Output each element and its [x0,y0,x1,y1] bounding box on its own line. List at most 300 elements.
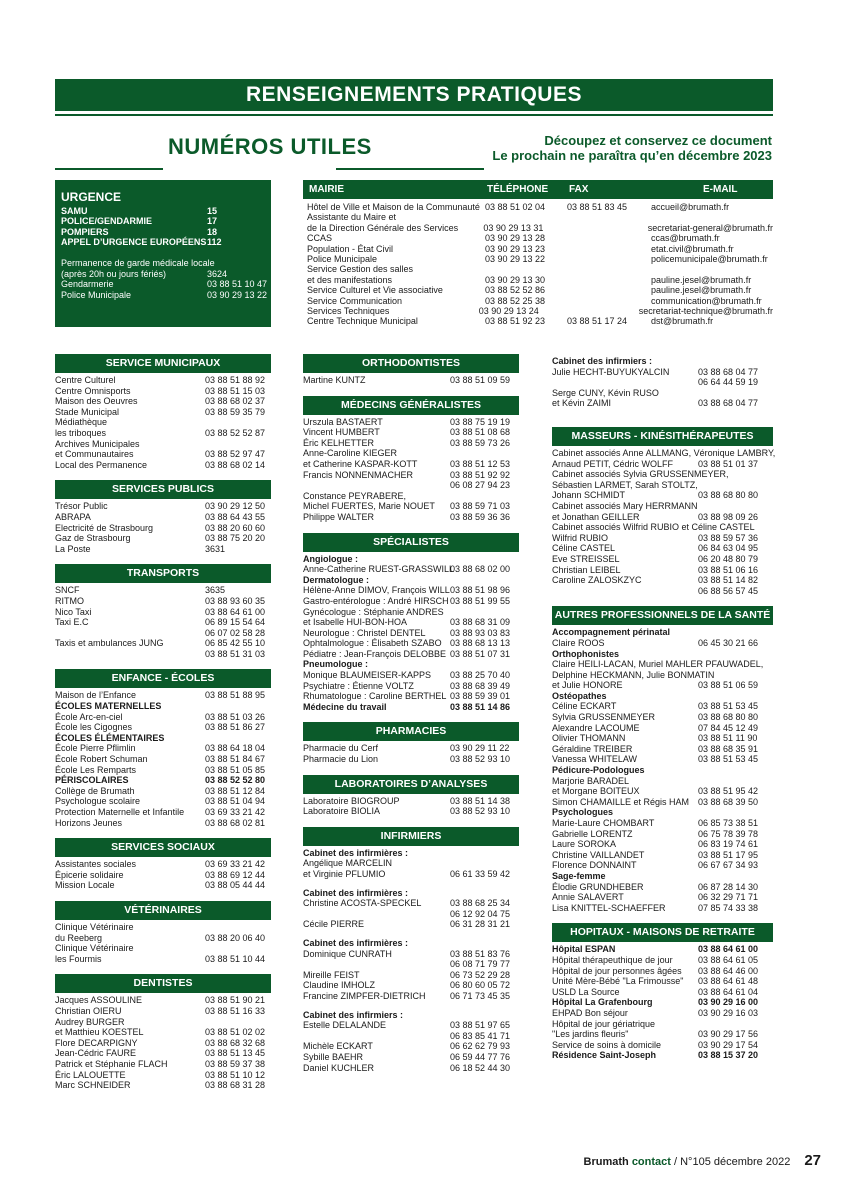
entry-phone [205,943,271,954]
entry-name: Flore DECARPIGNY [55,1037,138,1048]
entry-phone: 07 85 74 33 38 [698,902,759,913]
entry-name: Florence DONNAINT [552,860,637,871]
list-item [55,933,271,944]
list-item [303,806,519,817]
list-item [552,398,773,409]
list-item [303,596,519,607]
list-item [303,638,519,649]
list-item [552,754,773,765]
entry-name: et Communautaires [55,449,134,460]
entry-name: et Isabelle HUI-BON-HOA [303,617,408,628]
entry-name: Hôpital de jour gériatrique [552,1018,656,1029]
entry-phone: 03 88 51 84 67 [205,754,266,765]
list-item [55,1048,271,1059]
list-item [552,356,773,367]
list-item [303,575,519,586]
section [303,775,519,817]
entry-phone: 03 88 59 35 79 [205,406,266,417]
entry-phone: 06 84 63 04 95 [698,543,759,554]
entry-phone: 03 88 93 60 35 [205,595,266,606]
mairie-service: Population - État Civil [307,243,394,254]
list-item [55,1059,271,1070]
entry-name: Claudine IMHOLZ [303,980,376,991]
mairie-fax [567,296,651,306]
entry-phone [698,765,773,776]
entry-name: Éric KELHETTER [303,437,375,448]
entry-phone: 07 84 45 12 49 [698,722,759,733]
entry-phone [698,627,773,638]
entry-name: Cabinet associés Wilfrid RUBIO et Céline CASTEL [552,522,755,533]
entry-name: Sage-femme [552,870,606,881]
page-number: 27 [804,1152,821,1169]
entry-name: Maison des Oeuvres [55,396,138,407]
section-title: TRANSPORTS [55,564,271,583]
mairie-email [651,264,773,274]
entry-name: Psychiatre : Étienne VOLTZ [303,680,414,691]
urgence-number: 15 [207,205,218,216]
list-item [303,938,519,949]
entry-phone: 06 07 02 58 28 [205,627,266,638]
entry-name: Ostéopathes [552,690,607,701]
entry-name: Christine ACOSTA-SPECKEL [303,898,422,909]
list-item [303,659,519,670]
list-item [303,959,519,970]
section-title: DENTISTES [55,974,271,993]
garde-row [61,269,271,280]
list-item [552,388,773,399]
entry-name: Neurologue : Christel DENTEL [303,627,426,638]
list-item [552,892,773,903]
entry-phone: 06 08 27 94 23 [450,480,511,491]
entry-name: Protection Maternelle et Infantile [55,807,185,817]
list-item [303,480,519,491]
entry-phone [450,575,519,586]
entry-name: Cabinet associés Sylvia GRUSSENMEYER, [552,469,729,480]
entry-name: Archives Municipales [55,438,140,449]
entry-name: Jacques ASSOULINE [55,995,143,1006]
entry-phone [205,439,271,450]
section-title: ORTHODONTISTES [303,354,519,373]
entry-name: Jean-Cédric FAURE [55,1048,137,1059]
list-item [55,439,271,450]
mairie-fax [567,264,651,274]
entry-phone [450,448,519,459]
entry-name: Assistantes sociales [55,859,137,870]
list-item [55,1017,271,1028]
entry-name: Gastro-entérologue : André HIRSCH [303,595,449,606]
list-item [303,980,519,991]
mairie-header-fax: FAX [569,184,589,195]
urgence-extra-label: Police Municipale [61,289,132,300]
entry-phone: 06 85 42 55 10 [205,638,266,649]
entry-name: Olivier THOMANN [552,733,626,744]
entry-name: Élodie GRUNDHEBER [552,881,644,892]
entry-name: Angiologue : [303,553,358,564]
entry-phone [698,1019,773,1030]
entry-phone: 03 88 68 32 68 [205,1037,266,1048]
entry-name: Monique BLAUMEISER-KAPPS [303,670,432,681]
entry-name: Christine VAILLANDET [552,849,645,860]
list-item [552,733,773,744]
mairie-header [303,180,773,199]
entry-phone [450,554,519,565]
entry-phone: 03 88 68 80 80 [698,712,759,723]
entry-name: Local des Permanence [55,459,148,470]
entry-phone: 03 88 98 09 26 [698,511,759,522]
mairie-service: Centre Technique Municipal [307,316,418,327]
list-item [303,1063,519,1074]
entry-name: "Les jardins fleuris" [552,1029,629,1040]
entry-phone: 03 88 51 11 90 [698,733,758,744]
list-item [552,944,773,955]
urgence-label: POMPIERS [61,226,109,237]
entry-name: Épicerie solidaire [55,869,124,880]
entry-name: Simon CHAMAILLE et Régis HAM [552,796,690,807]
entry-phone: 03 90 29 11 22 [450,743,510,754]
mairie-row [303,296,773,306]
entry-name: et Virginie PFLUMIO [303,869,386,879]
list-item [55,701,271,712]
list-item [55,1070,271,1081]
mairie-phone [485,212,567,222]
entry-name [55,649,205,660]
urgence-label: SAMU [61,205,88,216]
list-item [303,919,519,930]
entry-name: Michel FUERTES, Marie NOUET [303,501,435,512]
section [552,606,773,913]
entry-phone: 03 88 68 02 14 [205,459,266,470]
section-title: HOPITAUX - MAISONS DE RETRAITE [552,923,773,942]
entry-phone: 06 45 30 21 66 [698,637,759,648]
entry-phone [698,691,773,702]
mairie-fax [567,233,651,243]
section-title: PHARMACIES [303,722,519,741]
entry-name: Céline ECKART [552,701,617,712]
entry-phone: 06 59 44 77 76 [450,1051,511,1062]
list-item [303,888,519,899]
entry-phone: 06 18 52 44 30 [450,1062,511,1073]
list-item [55,375,271,386]
list-item [303,702,519,713]
entry-phone [698,522,773,533]
list-item [303,438,519,449]
list-item [55,775,271,786]
list-item [552,776,773,787]
entry-name: Audrey BURGER [55,1016,125,1027]
list-item [552,850,773,861]
mairie-row [303,233,773,243]
entry-phone: 03 88 64 61 48 [698,976,759,987]
section-title: SPÉCIALISTES [303,533,519,552]
list-item [55,533,271,544]
list-item [552,903,773,914]
entry-phone: 03 90 29 12 50 [205,501,266,512]
section [303,533,519,713]
entry-phone: 03 88 64 61 00 [205,606,266,617]
page-footer [584,1152,821,1169]
list-item [55,617,271,628]
entry-phone [698,807,773,818]
entry-phone: 03 88 51 53 45 [698,754,759,765]
entry-name: et Morgane BOITEUX [552,786,640,797]
entry-name: École Arc-en-ciel [55,711,123,722]
entry-name: Julie HECHT-BUYUKYALCIN [552,366,670,377]
urgence-number: 112 [207,237,222,248]
entry-phone: 03 88 51 31 03 [205,648,266,659]
list-item [303,617,519,628]
entry-name: Collège de Brumath [55,785,135,796]
entry-phone: 03 88 51 98 96 [450,585,511,596]
entry-name: Pédicure-Podologues [552,765,645,776]
entry-name: EHPAD Bon séjour [552,1007,628,1018]
entry-phone: 03 88 68 31 09 [450,617,511,628]
list-item [303,512,519,523]
list-item [552,459,773,470]
entry-name: Géraldine TREIBER [552,743,633,754]
entry-phone: 06 62 62 79 93 [450,1041,511,1052]
entry-name: Laboratoire BIOLIA [303,806,381,817]
mairie-row [303,275,773,285]
entry-phone: 03 88 68 02 81 [205,817,266,828]
section-title: AUTRES PROFESSIONNELS DE LA SANTÉ [552,606,773,625]
entry-name: Christian LEIBEL [552,564,621,575]
entry-phone: 03 88 51 95 42 [698,786,759,797]
list-item [55,807,271,818]
section [303,354,519,386]
section-title: SERVICES SOCIAUX [55,838,271,857]
mairie-service: Service Culturel et Vie associative [307,285,443,296]
section [303,396,519,523]
list-item [55,407,271,418]
entry-name: Daniel KUCHLER [303,1062,375,1073]
entry-name: Orthophonistes [552,648,619,659]
mairie-fax [567,254,651,264]
list-item [303,1031,519,1042]
entry-name: Johann SCHMIDT [552,490,626,501]
mairie-service: et des manifestations [307,274,393,285]
list-item [303,1020,519,1031]
entry-phone: 03 88 51 10 12 [205,1069,266,1080]
mairie-email: secretariat-technique@brumath.fr [638,306,773,317]
list-item [303,670,519,681]
garde-line-1: Permanence de garde médicale locale [61,257,215,268]
entry-phone: 03 88 51 12 53 [450,458,511,469]
section [55,901,271,964]
entry-phone: 03 88 20 06 40 [205,932,266,943]
entry-name: Cabinet des infirmières : [303,937,409,948]
entry-name: Cabinet des infirmières : [303,887,409,898]
entry-name [303,1031,450,1042]
entry-name: Vincent HUMBERT [303,427,380,438]
entry-name: Wilfrid RUBIO [552,532,608,543]
list-item [552,976,773,987]
mairie-header-phone: TÉLÉPHONE [487,184,549,195]
entry-name: Marjorie BARADEL [552,775,630,786]
column-right [552,427,776,1071]
urgence-item [61,227,271,238]
entry-name: Estelle DELALANDE [303,1020,387,1031]
footer-magazine: contact [631,1156,671,1168]
entry-name: Marie-Laure CHOMBART [552,818,655,828]
cut-note [492,133,772,163]
entry-name [303,909,450,920]
entry-name: et Kévin ZAIMI [552,398,612,409]
list-item [303,691,519,702]
mairie-header-name: MAIRIE [309,184,344,195]
mairie-row [303,223,773,233]
entry-name: Delphine HECKMANN, Julie BONMATIN [552,669,715,680]
entry-name: Francis NONNENMACHER [303,469,414,480]
entry-name: et Julie HONORE [552,680,623,691]
list-item [303,470,519,481]
list-item [552,649,773,660]
list-item [552,1050,773,1061]
entry-name: Clinique Vétérinaire [55,943,134,954]
entry-phone: 03 88 75 19 19 [450,416,511,427]
list-item [552,638,773,649]
entry-name: Electricité de Strasbourg [55,522,154,533]
entry-name: du Reeberg [55,932,103,943]
mairie-table [303,180,773,327]
list-item [55,712,271,723]
entry-phone [698,448,773,459]
section [552,923,773,1061]
entry-name: Hôpital thérapeuthique de jour [552,954,673,965]
entry-name: Résidence Saint-Joseph [552,1050,657,1061]
list-item [55,733,271,744]
footer-issue: / N°105 décembre 2022 [674,1156,791,1168]
entry-name: Laboratoire BIOGROUP [303,795,400,806]
mairie-email: dst@brumath.fr [651,316,714,327]
entry-name: Céline CASTEL [552,543,616,554]
list-item [55,954,271,965]
entry-phone: 06 32 29 71 71 [698,892,759,903]
list-item [552,522,773,533]
list-item [303,585,519,596]
list-item [55,743,271,754]
list-item [303,869,519,880]
entry-phone [450,607,519,618]
entry-phone: 03 88 68 04 77 [698,366,759,377]
entry-phone: 06 73 52 29 28 [450,969,511,980]
entry-phone [450,1010,519,1021]
list-item [55,786,271,797]
entry-name: Hôpital de jour personnes âgées [552,965,682,976]
list-item [55,449,271,460]
list-item [552,480,773,491]
section [303,827,519,1073]
entry-phone: 03 88 51 13 45 [205,1048,266,1059]
mairie-service: Services Techniques [307,306,390,317]
entry-phone: 06 12 92 04 75 [450,908,511,919]
list-item [55,690,271,701]
entry-phone: 06 20 48 80 79 [698,553,759,564]
mairie-email: accueil@brumath.fr [651,202,730,212]
list-item [303,1010,519,1021]
entry-phone: 03 88 51 88 95 [205,690,266,701]
list-item [552,554,773,565]
entry-phone: 03 88 59 39 01 [450,691,511,702]
list-item [552,997,773,1008]
mairie-fax: 03 88 51 17 24 [567,316,628,327]
garde-number: 3624 [207,268,228,279]
entry-name: Lisa KNITTEL-SCHAEFFER [552,902,666,913]
entry-name: Horizons Jeunes [55,817,123,828]
list-item [552,807,773,818]
entry-name: Service de soins à domicile [552,1039,662,1050]
entry-name: Sylvia GRUSSENMEYER [552,712,656,723]
mairie-service: Hôtel de Ville et Maison de la Communauté [307,202,480,212]
list-item [303,898,519,909]
entry-name: Michèle ECKART [303,1041,373,1052]
entry-phone: 03 88 64 61 00 [698,944,759,955]
entry-name: Cabinet des infirmières : [303,847,409,858]
entry-phone: 03 88 68 31 28 [205,1080,266,1091]
list-item [552,871,773,882]
list-item [552,839,773,850]
mairie-email [651,212,773,222]
mairie-email: policemunicipale@brumath.fr [651,254,768,265]
entry-name: Psychologue scolaire [55,796,141,807]
list-item [55,870,271,881]
entry-phone: 03 88 68 02 37 [205,396,266,407]
list-item [55,649,271,660]
mairie-phone: 03 88 52 25 38 [485,295,546,306]
mairie-fax [565,223,648,233]
list-item [55,596,271,607]
list-item [552,659,773,670]
mairie-fax [558,306,639,316]
entry-phone: 03 88 51 08 68 [450,427,511,438]
mairie-email: pauline.jesel@brumath.fr [651,274,752,285]
list-item [303,1041,519,1052]
entry-phone: 03 88 51 97 65 [450,1020,511,1031]
entry-phone: 03 88 15 37 20 [698,1050,759,1061]
list-item [55,859,271,870]
entry-name: Maison de l’Enfance [55,690,137,701]
entry-phone: 03 88 51 03 26 [205,711,266,722]
urgence-number: 18 [207,226,218,237]
entry-name: ÉCOLES ÉLÉMENTAIRES [55,732,165,743]
entry-name: Pharmacie du Cerf [303,743,379,754]
entry-name: Hôpital ESPAN [552,944,616,955]
entry-phone: 03 90 29 16 00 [698,997,759,1008]
entry-name [303,959,450,970]
section-title: SERVICE MUNICIPAUX [55,354,271,373]
list-item [55,1027,271,1038]
entry-name: Rhumatologue : Caroline BERTHEL [303,691,447,702]
entry-phone [450,938,519,949]
list-item [55,943,271,954]
entry-name: Pharmacie du Lion [303,754,379,765]
entry-phone [205,733,271,744]
entry-name: Cabinet associés Anne ALLMANG, Véronique LAMBRY, [552,448,776,458]
mairie-fax [567,244,651,254]
urgence-item [61,216,271,227]
entry-phone: 03 88 51 14 86 [450,701,511,712]
entry-name: Anne-Catherine RUEST-GRASSWILL [303,564,455,575]
list-item [552,586,773,597]
entry-name: Hélène-Anne DIMOV, François WILL [303,585,450,596]
list-item [303,459,519,470]
section-title: MASSEURS - KINÉSITHÉRAPEUTES [552,427,773,446]
entry-phone: 3631 [205,543,226,554]
entry-phone [205,1017,271,1028]
entry-phone: 03 88 52 52 80 [205,775,266,786]
entry-phone: 03 88 59 57 36 [698,532,759,543]
list-item [303,554,519,565]
entry-phone: 03 88 51 88 92 [205,375,266,385]
